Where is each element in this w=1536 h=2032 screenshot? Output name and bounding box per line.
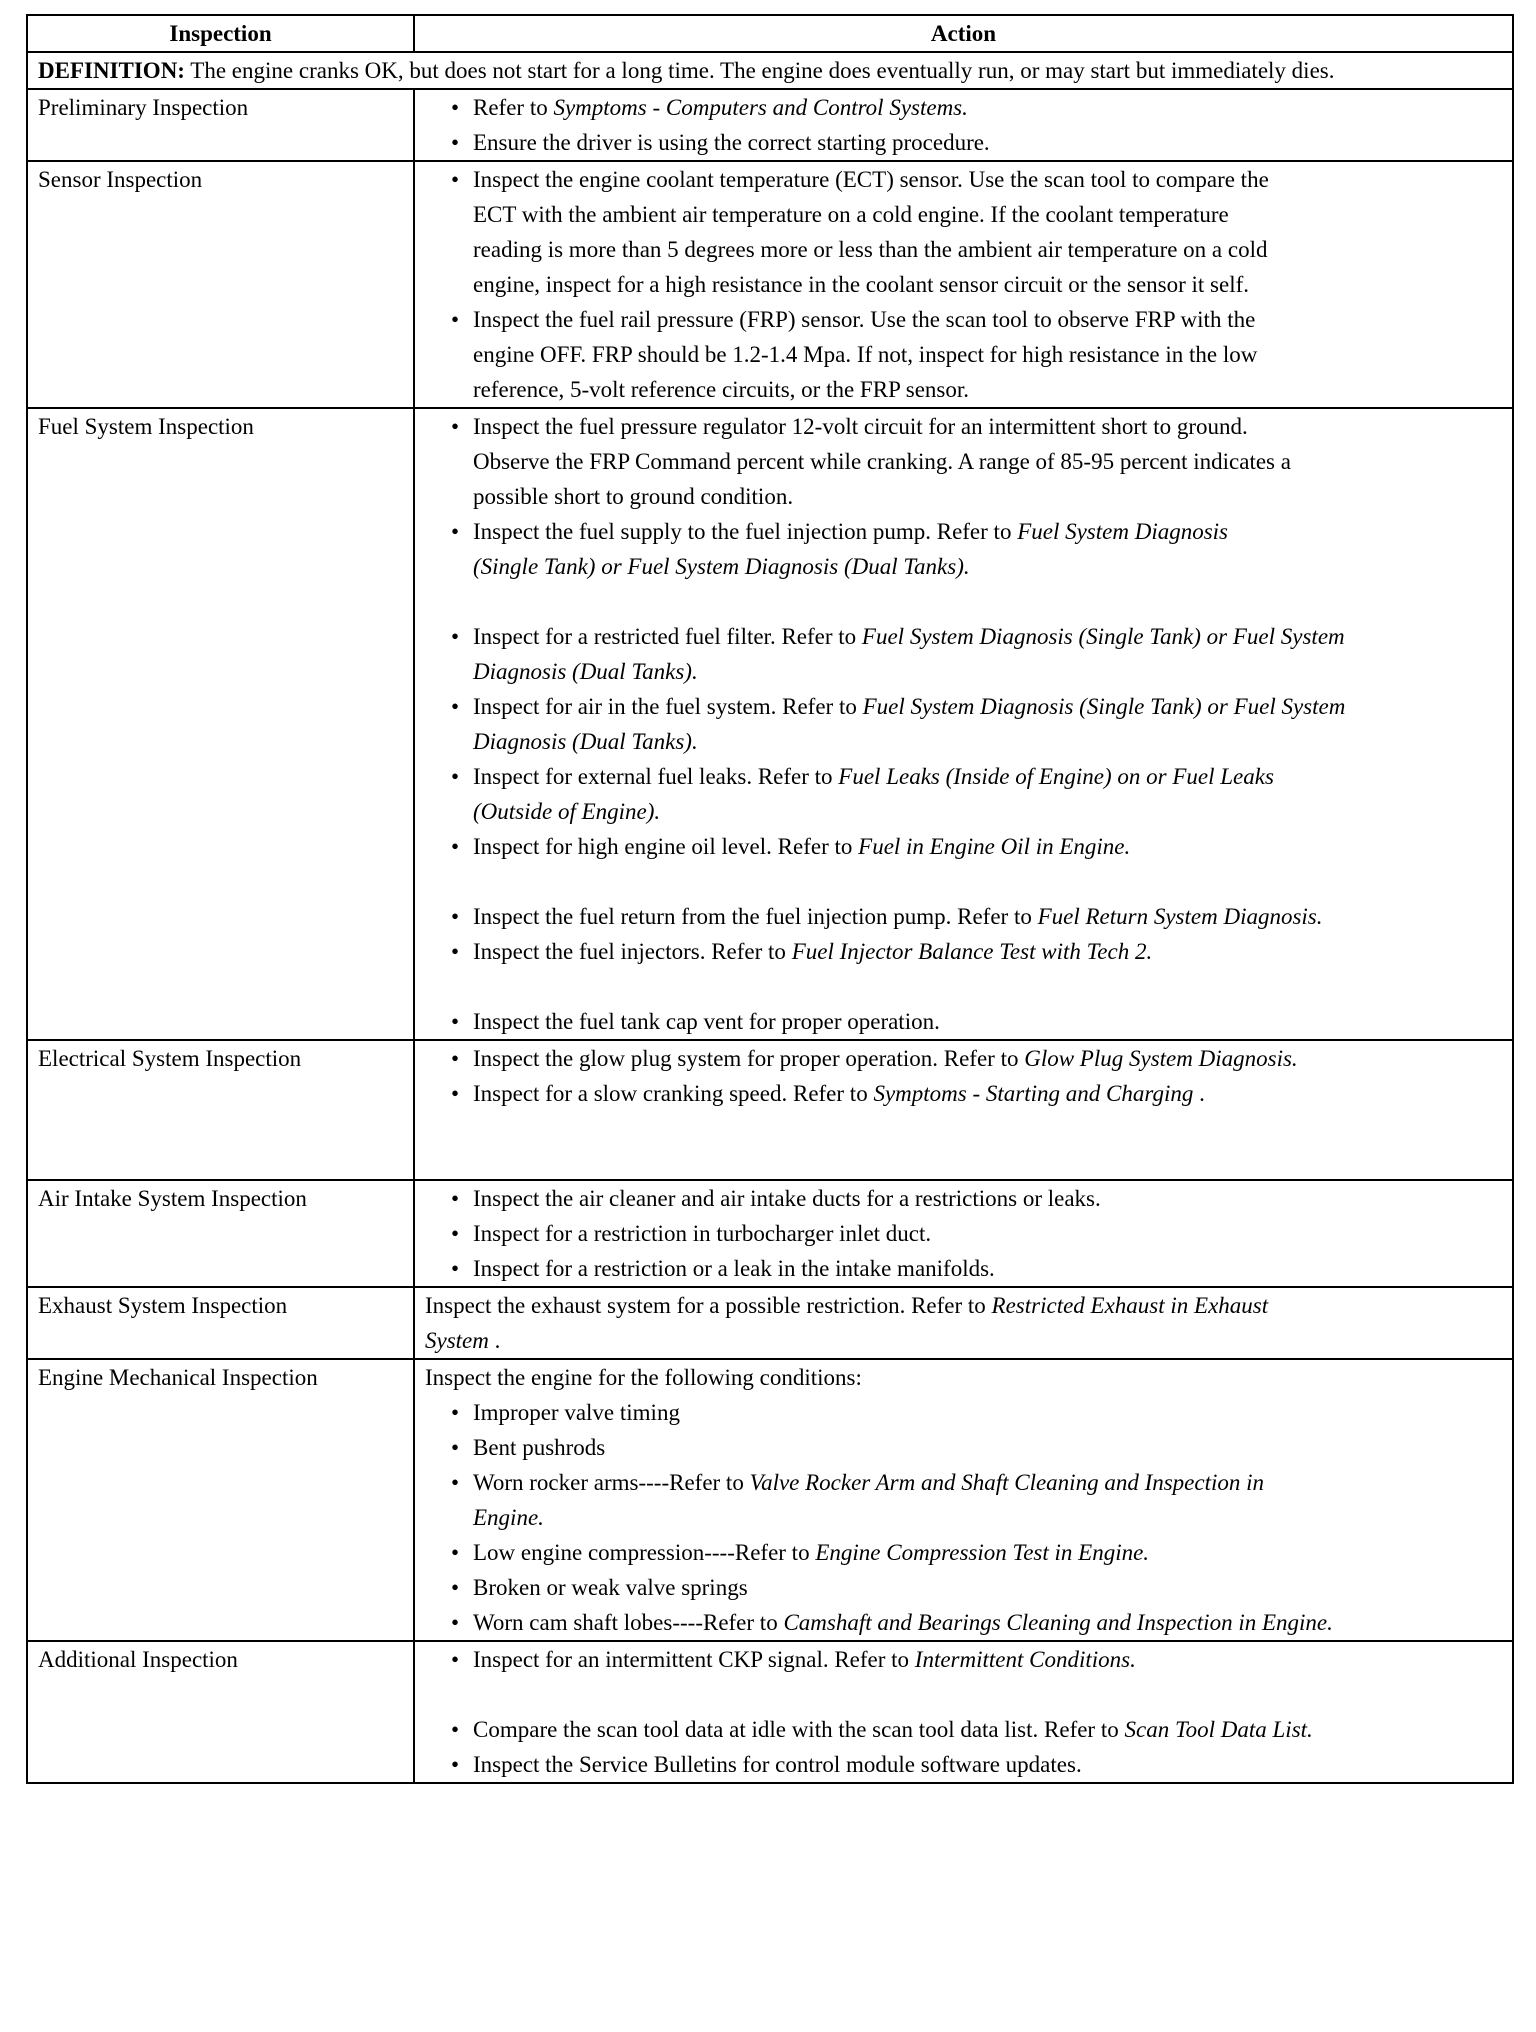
- reference-link: Camshaft and Bearings Cleaning and Inspection in Engine.: [783, 1610, 1333, 1635]
- item-text: .: [488, 1328, 501, 1353]
- item-text: Inspect the engine coolant temperature (ECT) sensor. Use the scan tool to compare the ECT with the ambient air temperature on a cold engine. If the coolant temperature reading is more than 5 degrees more or less than the ambient air temperature on a cold engine, inspect for a high resistance in the coolant sensor circuit or the sensor it self.: [473, 167, 1269, 297]
- item-text: Inspect for a slow cranking speed. Refer to: [473, 1081, 874, 1106]
- reference-link: Engine Compression Test in Engine.: [815, 1540, 1150, 1565]
- action-cell: [414, 1180, 1513, 1287]
- reference-link: Fuel Leaks (Inside of Engine) on or Fuel Leaks (Outside of Engine).: [473, 764, 1274, 824]
- item-text: Compare the scan tool data at idle with the scan tool data list. Refer to: [473, 1717, 1125, 1742]
- item-text: Inspect for external fuel leaks. Refer to: [473, 764, 839, 789]
- list-item: [447, 1395, 1512, 1430]
- header-action: Action: [414, 15, 1513, 52]
- item-text: Inspect the fuel return from the fuel injection pump. Refer to: [473, 904, 1038, 929]
- inspection-cell: Fuel System Inspection: [27, 408, 414, 1040]
- item-text: Refer to: [473, 95, 554, 120]
- table-row: [27, 1180, 1513, 1287]
- action-list: [425, 1181, 1512, 1286]
- reference-link: Fuel in Engine Oil in Engine.: [858, 834, 1131, 859]
- item-text: Worn cam shaft lobes----Refer to: [473, 1610, 784, 1635]
- item-text: .: [1193, 1081, 1205, 1106]
- table-row: [27, 161, 1513, 408]
- list-item: [447, 934, 1512, 969]
- inspection-cell: Exhaust System Inspection: [27, 1287, 414, 1359]
- list-item: [447, 1041, 1353, 1076]
- list-item: [447, 302, 1313, 407]
- definition-text: The engine cranks OK, but does not start for a long time. The engine does eventually run, or may start but immediately dies.: [184, 58, 1335, 83]
- list-item: [447, 1430, 1512, 1465]
- action-list: [425, 90, 1512, 160]
- action-cell: [414, 408, 1513, 1040]
- list-item: [447, 689, 1373, 759]
- action-cell: [414, 89, 1513, 161]
- item-text: Inspect for a restriction or a leak in the intake manifolds.: [473, 1256, 995, 1281]
- item-text: Broken or weak valve springs: [473, 1575, 748, 1600]
- inspection-cell: Air Intake System Inspection: [27, 1180, 414, 1287]
- header-inspection: Inspection: [27, 15, 414, 52]
- item-text: Inspect the fuel rail pressure (FRP) sensor. Use the scan tool to observe FRP with the engine OFF. FRP should be 1.2-1.4 Mpa. If not, inspect for high resistance in the low reference, 5-volt reference circuits, or the FRP sensor.: [473, 307, 1258, 402]
- action-cell: [414, 161, 1513, 408]
- action-list: [425, 162, 1512, 407]
- list-item: [447, 619, 1373, 689]
- item-text: Inspect the fuel injectors. Refer to: [473, 939, 792, 964]
- reference-link: Valve Rocker Arm and Shaft Cleaning and Inspection in Engine.: [473, 1470, 1265, 1530]
- reference-link: Scan Tool Data List.: [1124, 1717, 1313, 1742]
- reference-link: Fuel Return System Diagnosis.: [1037, 904, 1323, 929]
- list-item: [447, 1570, 1512, 1605]
- item-text: Inspect the glow plug system for proper operation. Refer to: [473, 1046, 1025, 1071]
- action-paragraph: [425, 1288, 1325, 1358]
- list-item: [447, 90, 1512, 125]
- table-row: [27, 1359, 1513, 1641]
- table-row: [27, 1641, 1513, 1783]
- action-list: [425, 1642, 1512, 1782]
- item-text: Bent pushrods: [473, 1435, 606, 1460]
- inspection-cell: Sensor Inspection: [27, 161, 414, 408]
- list-item: [447, 899, 1403, 934]
- reference-link: Fuel System Diagnosis (Single Tank) or Fuel System Diagnosis (Dual Tanks).: [473, 694, 1346, 754]
- reference-link: Fuel Injector Balance Test with Tech 2.: [791, 939, 1153, 964]
- item-text: Ensure the driver is using the correct starting procedure.: [473, 130, 990, 155]
- reference-link: Restricted Exhaust in Exhaust System: [425, 1293, 1269, 1353]
- action-list: [425, 1395, 1512, 1640]
- table-row: [27, 1040, 1513, 1180]
- item-text: Inspect for a restricted fuel filter. Refer to: [473, 624, 862, 649]
- table-row: [27, 408, 1513, 1040]
- reference-link: Fuel System Diagnosis (Single Tank) or Fuel System Diagnosis (Dual Tanks).: [473, 624, 1345, 684]
- inspection-cell: Engine Mechanical Inspection: [27, 1359, 414, 1641]
- reference-link: Fuel System Diagnosis (Single Tank) or Fuel System Diagnosis (Dual Tanks).: [473, 519, 1229, 579]
- inspection-action-table-sheet: [26, 14, 1512, 1784]
- list-item: [447, 1535, 1233, 1570]
- list-item: [447, 759, 1293, 829]
- table-row: [27, 89, 1513, 161]
- item-text: Worn rocker arms----Refer to: [473, 1470, 750, 1495]
- action-cell: [414, 1040, 1513, 1180]
- list-item: [447, 1216, 1512, 1251]
- action-cell: [414, 1287, 1513, 1359]
- reference-link: Glow Plug System Diagnosis.: [1024, 1046, 1298, 1071]
- item-text: Inspect the fuel supply to the fuel injection pump. Refer to: [473, 519, 1018, 544]
- table-row: [27, 1287, 1513, 1359]
- item-text: Inspect for a restriction in turbocharger inlet duct.: [473, 1221, 932, 1246]
- item-text: Inspect for high engine oil level. Refer to: [473, 834, 859, 859]
- list-item: [447, 1251, 1512, 1286]
- list-item: [447, 1712, 1373, 1747]
- action-list: [425, 409, 1512, 1039]
- definition-row: [27, 52, 1513, 89]
- inspection-cell: Preliminary Inspection: [27, 89, 414, 161]
- inspection-cell: Additional Inspection: [27, 1641, 414, 1783]
- list-item: [447, 1076, 1512, 1111]
- list-item: [447, 1465, 1333, 1535]
- definition-cell: [27, 52, 1513, 89]
- list-item: [447, 1004, 1512, 1039]
- reference-link: Intermittent Conditions.: [914, 1647, 1136, 1672]
- item-text: Inspect the exhaust system for a possible restriction. Refer to: [425, 1293, 992, 1318]
- inspection-cell: Electrical System Inspection: [27, 1040, 414, 1180]
- action-cell: [414, 1359, 1513, 1641]
- item-text: Inspect for an intermittent CKP signal. Refer to: [473, 1647, 915, 1672]
- item-text: Inspect the air cleaner and air intake ducts for a restrictions or leaks.: [473, 1186, 1101, 1211]
- reference-link: Symptoms - Computers and Control Systems.: [553, 95, 968, 120]
- definition-label: DEFINITION:: [38, 58, 185, 83]
- list-item: [447, 162, 1293, 302]
- list-item: [447, 514, 1293, 584]
- item-text: Improper valve timing: [473, 1400, 680, 1425]
- action-intro: Inspect the engine for the following conditions:: [425, 1365, 862, 1390]
- item-text: Inspect the fuel pressure regulator 12-volt circuit for an intermittent short to ground. Observe the FRP Command percent while cranking. A range of 85-95 percent indicates a possible short to ground condition.: [473, 414, 1291, 509]
- list-item: [447, 829, 1512, 864]
- header-row: [27, 15, 1513, 52]
- item-text: Inspect for air in the fuel system. Refer to: [473, 694, 863, 719]
- item-text: Low engine compression----Refer to: [473, 1540, 816, 1565]
- list-item: [447, 1642, 1512, 1677]
- item-text: Inspect the Service Bulletins for control module software updates.: [473, 1752, 1082, 1777]
- list-item: [447, 1605, 1433, 1640]
- item-text: Inspect the fuel tank cap vent for proper operation.: [473, 1009, 940, 1034]
- diagnostic-table: [26, 14, 1514, 1784]
- list-item: [447, 1747, 1512, 1782]
- action-cell: [414, 1641, 1513, 1783]
- list-item: [447, 1181, 1512, 1216]
- list-item: [447, 125, 1512, 160]
- list-item: [447, 409, 1313, 514]
- action-list: [425, 1041, 1512, 1111]
- reference-link: Symptoms - Starting and Charging: [873, 1081, 1194, 1106]
